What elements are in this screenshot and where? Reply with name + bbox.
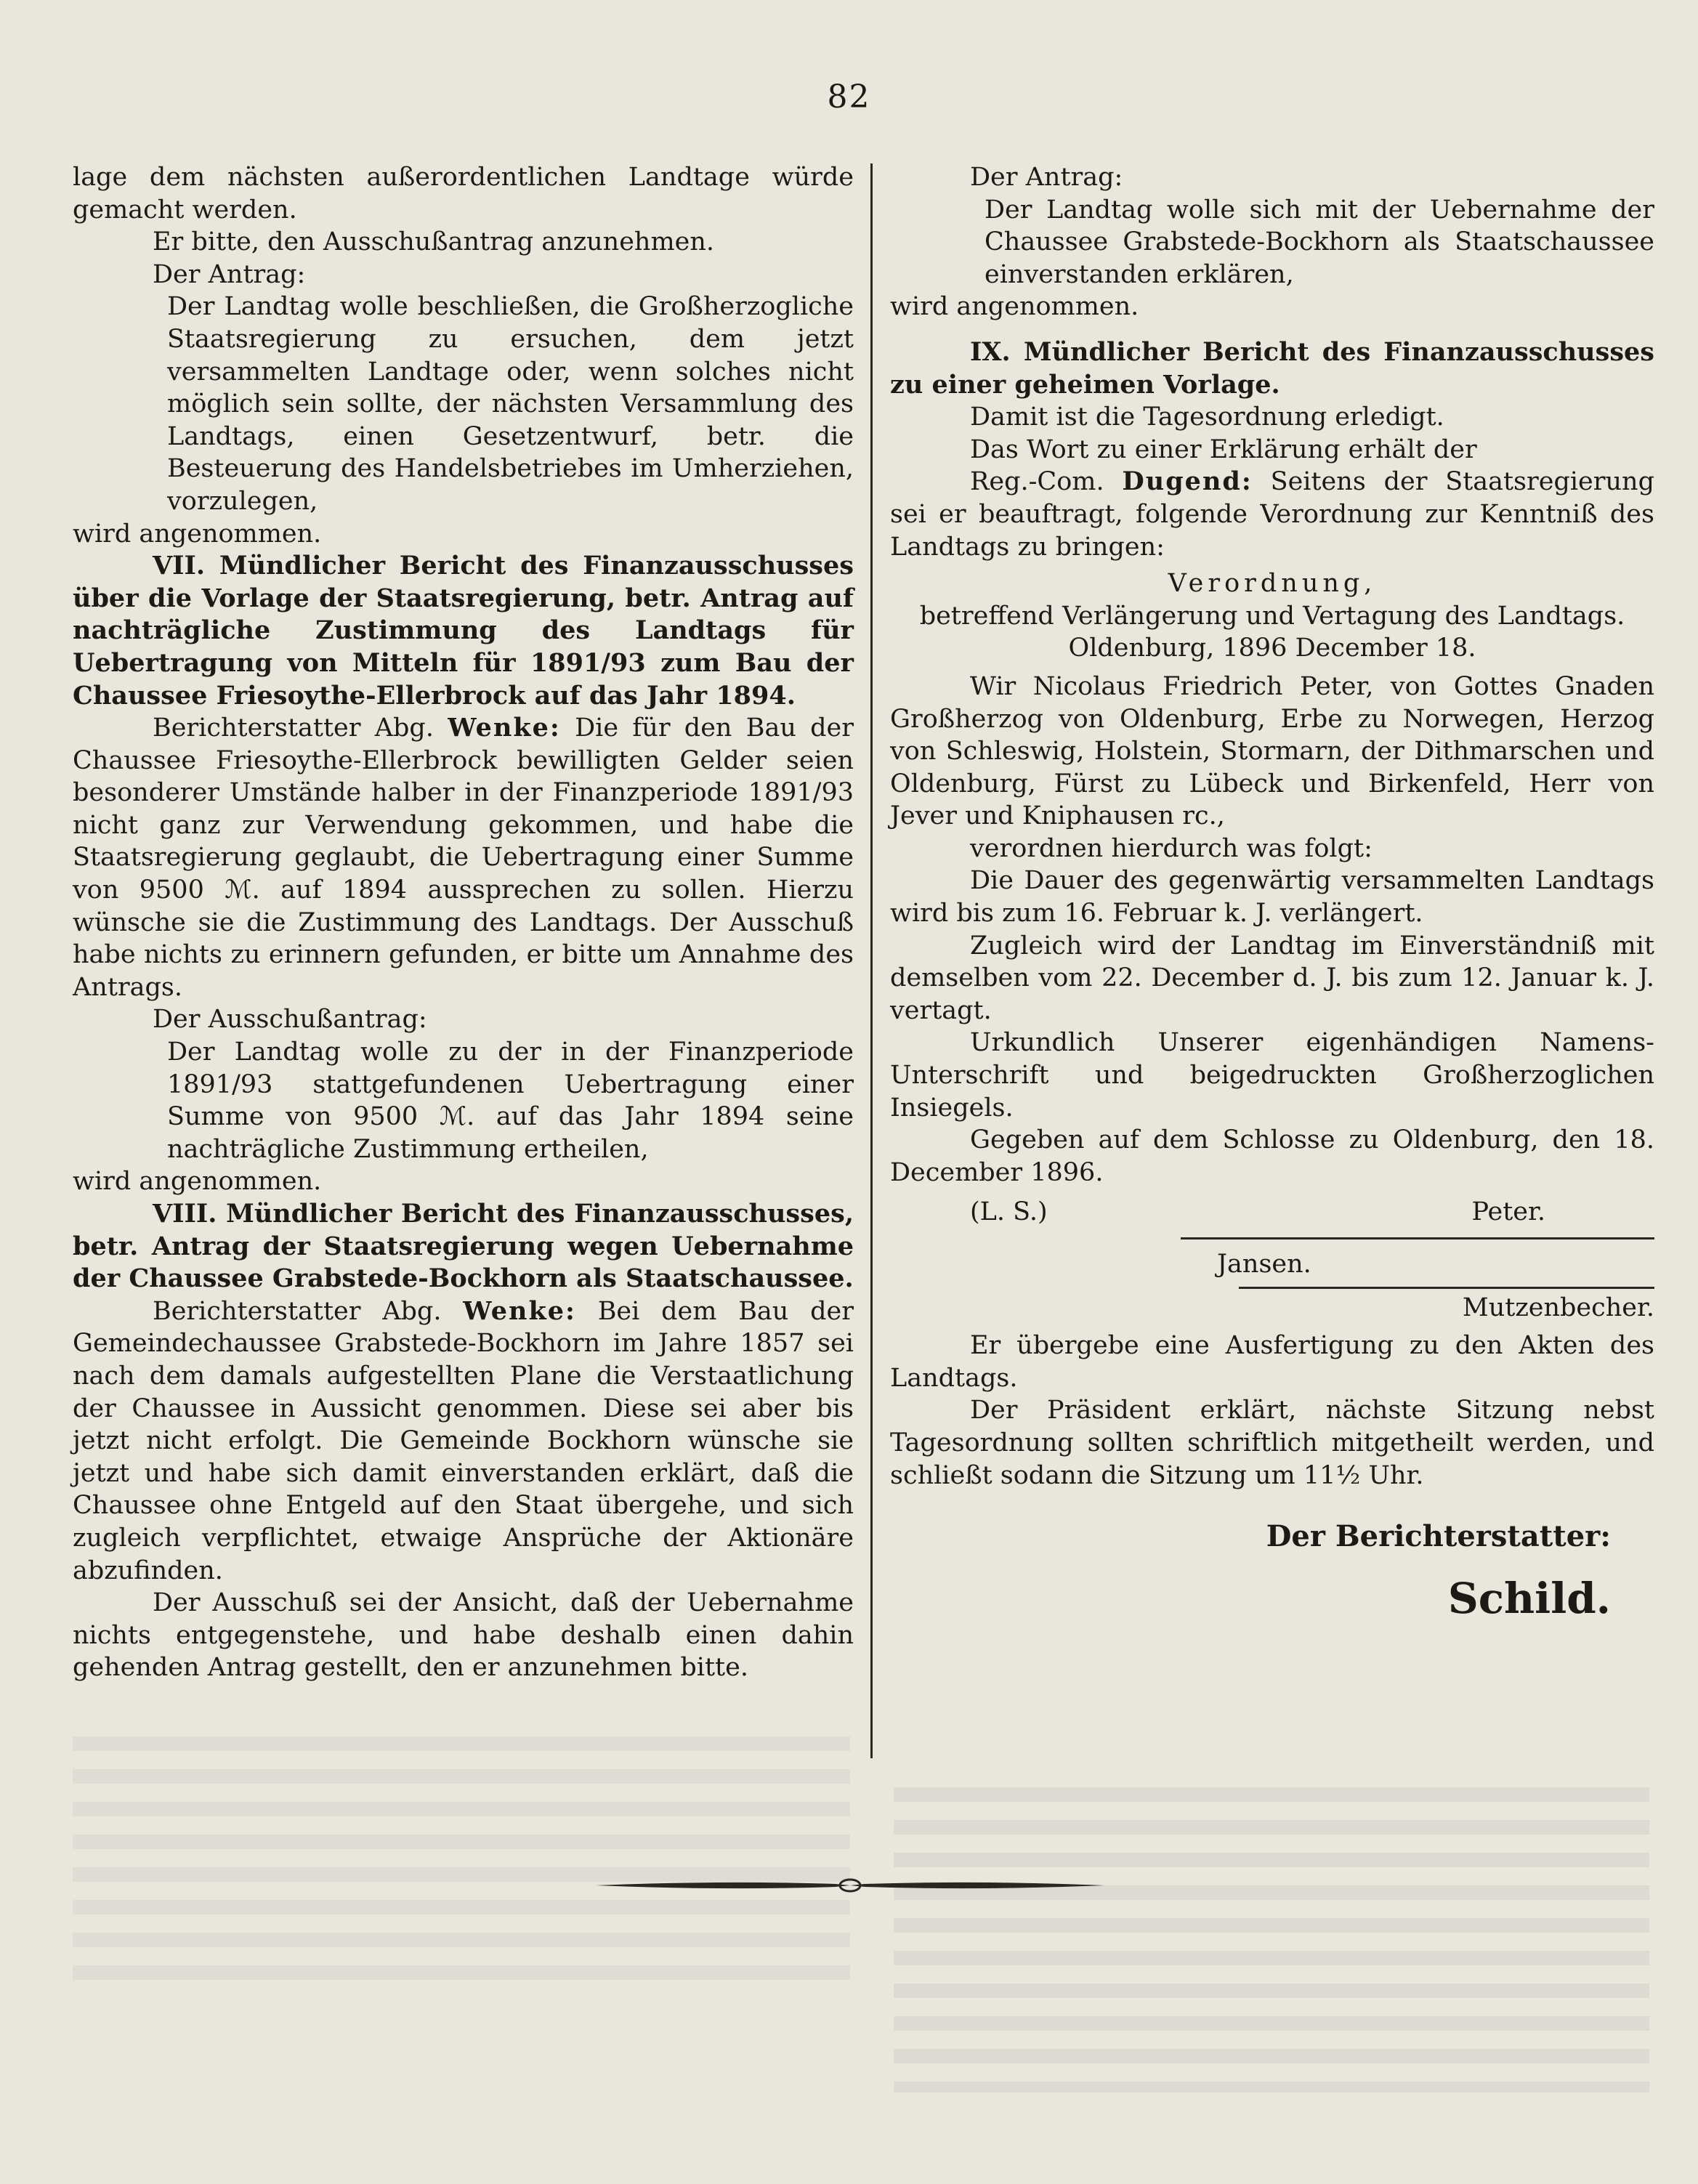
- paragraph: wird angenommen.: [73, 519, 322, 549]
- speaker-prefix: Reg.-Com.: [970, 467, 1104, 497]
- motion-text: Der Landtag wolle zu der in der Finanzperiode 1891/93 stattgefundenen Uebertragung einer Summe von 9500 ℳ. auf das Jahr 1894 seine nachträgliche Zustimmung ertheilen,: [167, 1038, 854, 1164]
- paragraph: Der Präsident erklärt, nächste Sitzung nebst Tagesordnung sollten schriftlich mitgetheilt werden, und schließt sodann die Sitzung um 11½ Uhr.: [890, 1396, 1654, 1490]
- decree-date: Oldenburg, 1896 December 18.: [1068, 634, 1476, 663]
- paragraph: Der Ausschuß sei der Ansicht, daß der Uebernahme nichts entgegenstehe, und habe deshalb einen dahin gehenden Antrag gestellt, den er anzunehmen bitte.: [73, 1588, 854, 1683]
- closing-signature: Schild.: [1447, 1573, 1611, 1623]
- speaker-name: Wenke:: [448, 713, 561, 743]
- section-heading-viii: VIII. Mündlicher Bericht des Finanzausschusses, betr. Antrag der Staatsregierung wegen Uebernahme der Chaussee Grabstede-Bockhorn als Staatschaussee.: [73, 1199, 854, 1294]
- paragraph: wird angenommen.: [890, 292, 1139, 322]
- paragraph: Urkundlich Unserer eigenhändigen Namens-Unterschrift und beigedruckten Großherzoglichen Insiegels.: [890, 1028, 1654, 1123]
- speech-text: Bei dem Bau der Gemeindechaussee Grabstede-Bockhorn im Jahre 1857 sei nach dem damals aufgestellten Plane die Verstaatlichung der Chaussee in Aussicht genommen. Diese sei aber bis jetzt nicht erfolgt. Die Gemeinde Bockhorn wünsche sie jetzt und habe sich damit einverstanden erklärt, daß die Chaussee ohne Entgeld auf den Staat übergehe, und sich zugleich verpflichtet, etwaige Ansprüche der Aktionäre abzufinden.: [73, 1296, 854, 1585]
- section-heading-vii: VII. Mündlicher Bericht des Finanzausschusses über die Vorlage der Staatsregierung, betr. Antrag auf nachträgliche Zustimmung des Landtags für Uebertragung von Mitteln für 1891/93 zum Bau der Chaussee Friesoythe-Ellerbrock auf das Jahr 1894.: [73, 551, 854, 711]
- column-divider: [870, 163, 873, 1758]
- right-column: [890, 161, 1654, 1623]
- paragraph: Zugleich wird der Landtag im Einverständniß mit demselben vom 22. December d. J. bis zum 12. Januar k. J. vertagt.: [890, 931, 1654, 1025]
- speaker-prefix: Berichterstatter Abg.: [153, 1296, 442, 1326]
- paragraph: [73, 712, 854, 1003]
- paragraph: Gegeben auf dem Schlosse zu Oldenburg, den 18. December 1896.: [890, 1125, 1654, 1187]
- paragraph: [890, 466, 1654, 563]
- paragraph: lage dem nächsten außerordentlichen Landtage würde gemacht werden.: [73, 163, 854, 225]
- paragraph: [73, 1295, 854, 1587]
- paragraph: Der Antrag:: [970, 163, 1123, 192]
- left-column: [73, 161, 854, 1684]
- bleed-through-text: [73, 1736, 850, 1983]
- bleed-through-text: [894, 1787, 1649, 2092]
- decree-title: Verordnung,: [1168, 569, 1377, 599]
- page-number: 82: [827, 78, 871, 116]
- paragraph: Der Ausschußantrag:: [153, 1005, 427, 1035]
- ornament-divider: [596, 1874, 1104, 1896]
- signature-jansen: Jansen.: [1217, 1250, 1311, 1279]
- speaker-name: Wenke:: [463, 1295, 576, 1326]
- speech-text: Die für den Bau der Chaussee Friesoythe-Ellerbrock bewilligten Gelder seien besonderer Umstände halber in der Finanzperiode 1891/93 nicht ganz zur Verwendung gekommen, und habe die Staatsregierung geglaubt, die Uebertragung einer Summe von 9500 ℳ. auf 1894 aussprechen zu sollen. Hierzu wünsche sie die Zustimmung des Landtags. Der Ausschuß habe nichts zu erinnern gefunden, er bitte um Annahme des Antrags.: [73, 713, 854, 1002]
- signature-peter: Peter.: [1471, 1197, 1545, 1227]
- speech-text: Seitens der Staatsregierung sei er beauftragt, folgende Verordnung zur Kenntniß des Landtags zu bringen:: [890, 467, 1654, 562]
- paragraph: Damit ist die Tagesordnung erledigt.: [970, 403, 1444, 432]
- paragraph: wird angenommen.: [73, 1167, 322, 1197]
- decree-subtitle: betreffend Verlängerung und Vertagung des Landtags.: [919, 601, 1625, 631]
- signature-line: [1239, 1287, 1654, 1289]
- paragraph: Er bitte, den Ausschußantrag anzunehmen.: [153, 227, 715, 257]
- motion-text: Der Landtag wolle beschließen, die Großherzogliche Staatsregierung zu ersuchen, dem jetzt versammelten Landtage oder, wenn solches nicht möglich sein sollte, der nächsten Versammlung des Landtags, einen Gesetzentwurf, betr. die Besteuerung des Handelsbetriebes im Umherziehen, vorzulegen,: [167, 292, 854, 516]
- paragraph: Der Antrag:: [153, 259, 306, 289]
- closing-label: Der Berichterstatter:: [1266, 1519, 1611, 1554]
- paragraph: Wir Nicolaus Friedrich Peter, von Gottes Gnaden Großherzog von Oldenburg, Erbe zu Norwegen, Herzog von Schleswig, Holstein, Stormarn, der Dithmarschen und Oldenburg, Fürst zu Lübeck und Birkenfeld, Herr von Jever und Kniphausen rc.,: [890, 671, 1654, 831]
- paragraph: Er übergebe eine Ausfertigung zu den Akten des Landtags.: [890, 1331, 1654, 1393]
- signature-row: [890, 1196, 1654, 1229]
- speaker-prefix: Berichterstatter Abg.: [153, 713, 434, 743]
- signature-line: [1181, 1237, 1654, 1239]
- motion-text: Der Landtag wolle sich mit der Uebernahme der Chaussee Grabstede-Bockhorn als Staatschaussee einverstanden erklären,: [985, 195, 1654, 289]
- signature-mutzenbecher: Mutzenbecher.: [1462, 1293, 1654, 1322]
- seal-mark: (L. S.): [970, 1197, 1048, 1227]
- paragraph: Die Dauer des gegenwärtig versammelten Landtags wird bis zum 16. Februar k. J. verlängert.: [890, 866, 1654, 929]
- section-heading-ix: IX. Mündlicher Bericht des Finanzausschusses zu einer geheimen Vorlage.: [890, 336, 1654, 400]
- paragraph: verordnen hierdurch was folgt:: [970, 833, 1372, 863]
- paragraph: Das Wort zu einer Erklärung erhält der: [970, 434, 1477, 464]
- speaker-name: Dugend:: [1122, 466, 1253, 497]
